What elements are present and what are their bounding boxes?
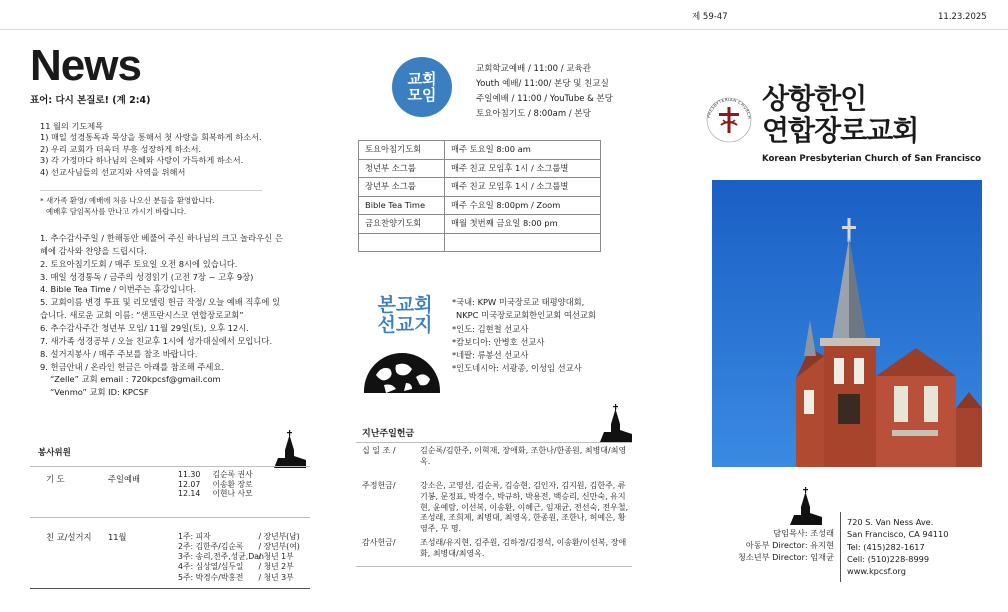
notice-line: 2. 토요아침기도회 / 매주 토요일 오전 8시에 있습니다. <box>40 258 238 269</box>
list-item: 11.30 김순록 권사 <box>178 470 253 479</box>
table-row: Bible Tea Time 매주 수요일 8:00pm / Zoom <box>359 196 601 215</box>
church-steeple-icon <box>274 430 306 468</box>
notice-line: 9. 헌금안내 / 온라인 헌금은 아래를 참조해 주세요. <box>40 361 225 372</box>
pcusa-seal-logo <box>704 95 754 145</box>
issue-number: 제 59-47 <box>692 12 728 22</box>
meetings-table <box>358 140 601 252</box>
notice-line: 3. 매일 성경통독 / 금주의 성경읽기 (고전 7장 ~ 고후 9장) <box>40 271 254 282</box>
table-row: 청년부 소그룹 매주 친교 모임후 1시 / 소그룹별 <box>359 159 601 178</box>
mission-item: *인도: 김현철 선교사 <box>452 323 529 334</box>
mission-item: *네팔: 류봉선 선교사 <box>452 350 529 361</box>
notice-line: 5. 교회이름 변경 투표 및 리모델링 헌금 작정/ 오늘 예배 직후에 있 <box>40 297 281 308</box>
service-item: 토요아침기도 / 8:00am / 본당 <box>476 108 591 119</box>
fellowship-duty-list <box>178 532 300 583</box>
list-item: 3주: 송리,전주,성균,Dan / 청년 1부 <box>178 552 294 562</box>
prayer-duty-service: 주일예배 <box>108 474 141 484</box>
divider <box>40 190 262 191</box>
list-item: 12.07 이송환 장로 <box>178 479 253 489</box>
notice-line: 1. 추수감사주일 / 한해동안 베풀어 주신 하나님의 크고 놀라우신 은 <box>40 233 283 243</box>
church-name-english: Korean Presbyterian Church of San Francisco <box>762 154 981 164</box>
address-line: San Francisco, CA 94110 <box>847 529 949 540</box>
staff-item: 담임목사: 조성래 <box>773 528 834 538</box>
offering-title: 지난주일헌금 <box>362 429 415 439</box>
staff-item: 청소년부 Director: 임재균 <box>737 551 834 562</box>
list-item: 2주: 김한주/김순록 / 장년부(여) <box>178 542 300 552</box>
church-building-photo <box>712 180 982 467</box>
list-item: 4주: 심상열/심두일 / 청년 2부 <box>178 562 294 572</box>
worship-services <box>476 62 613 122</box>
globe-icon <box>362 345 442 393</box>
offering-names: 강소은, 고영선, 김순록, 김승현, 김인자, 김지원, 김한주, 류기봉, 문정표, 박경수, 박규하, 박용전, 백승리, 신만숙, 유지현, 윤예람, 이선복, 이송환, 이혜근, 임재균, 전선숙, 전우철, 조성래, 조희제, 최병대, 최영옥, 한종원, 조한나, 허예은, 황영주, 무 명. <box>420 481 629 534</box>
service-heading: 봉사위원 <box>38 448 71 458</box>
fellowship-duty-month: 11월 <box>108 532 127 542</box>
offering-label: 십 일 조 / <box>362 446 396 455</box>
mission-item: NKPC 미국장로교회한인교회 여선교회 <box>456 310 596 321</box>
service-item: Youth 예배/ 11:00/ 본당 및 친교실 <box>476 78 609 89</box>
service-item: 교회학교예배 / 11:00 / 교육관 <box>476 64 591 74</box>
notice-line: 6. 추수감사주간 청년부 모임/ 11월 29일(토), 오후 12시. <box>40 323 249 334</box>
notice-line: 7. 새가족 성경공부 / 오늘 친교후 1시에 성가대실에서 모입니다. <box>40 335 273 346</box>
divider <box>356 566 632 567</box>
prayer-item: 1) 매일 성경통독과 묵상을 통해서 첫 사랑을 회복하게 하소서. <box>40 132 262 143</box>
svg-text:PRESBYTERIAN CHURCH (U.S.A.): PRESBYTERIAN CHURCH <box>706 96 753 120</box>
missions-list <box>452 296 596 376</box>
top-rule <box>0 8 1008 30</box>
phone: Tel: (415)282-1617 <box>847 541 925 552</box>
new-family-line: 예배후 담임목사를 만나고 가시기 바랍니다. <box>46 206 187 216</box>
prayer-item: 4) 선교사님들의 선교지와 사역을 위해서 <box>40 166 186 177</box>
divider <box>30 466 310 467</box>
news-title: News <box>30 41 141 90</box>
offering-row <box>362 538 632 566</box>
mission-item: *캄보디아: 안병호 선교사 <box>452 336 545 347</box>
prayer-duty-label: 기 도 <box>46 474 65 484</box>
offering-names: 조성래/유지현, 김주원, 김하경/김경석, 이송환/이선복, 장애화, 최병대/최영옥. <box>420 538 627 558</box>
staff-list <box>720 528 834 564</box>
divider <box>30 517 310 518</box>
notice-line: 습니다. 새로운 교회 이름: “샌프란시스코 연합장로교회” <box>40 310 244 321</box>
church-address <box>847 516 948 577</box>
staff-item: 아동부 Director: 유지현 <box>745 539 834 550</box>
offering-names: 김순록/김한주, 이혁재, 장애화, 조한나/한종원, 최병대/최영옥. <box>420 446 627 466</box>
offering-label: 감사헌금/ <box>362 538 396 547</box>
table-row: 장년부 소그룹 매주 친교 모임후 1시 / 소그룹별 <box>359 178 601 197</box>
list-item: 12.14 이현나 사모 <box>178 489 253 499</box>
venmo-info: “Venmo” 교회 ID: KPCSF <box>50 387 149 398</box>
fellowship-duty-label: 친 교/설거지 <box>46 532 92 542</box>
prayer-topics <box>40 121 290 178</box>
offering-row <box>362 481 632 537</box>
zelle-info: “Zelle” 교회 email : 720kpcsf@gmail.com <box>50 374 221 385</box>
mission-item: *인도네시아: 서광종, 이성임 선교사 <box>452 363 582 374</box>
divider <box>30 588 310 589</box>
notice-line: 8. 설거지봉사 / 매주 주보를 참조 바랍니다. <box>40 348 198 359</box>
worship-badge: 교회 모임 <box>392 57 452 117</box>
prayer-duty-list <box>178 470 253 499</box>
church-name-korean: 상항한인 연합장로교회 <box>762 82 919 148</box>
notice-line: 혜에 감사와 찬양을 드립시다. <box>40 245 147 256</box>
table-row: 토요아침기도회 매주 토요일 8:00 am <box>359 141 601 160</box>
prayer-item: 2) 우리 교회가 더욱더 부흥 성장하게 하소서. <box>40 143 202 154</box>
notice-line: 4. Bible Tea Time / 이번주는 휴강입니다. <box>40 284 197 295</box>
issue-date: 11.23.2025 <box>938 12 987 22</box>
offering-row <box>362 446 632 480</box>
list-item: 5주: 박경수/박홍전 / 청년 3부 <box>178 572 294 582</box>
divider <box>356 442 632 443</box>
mission-item: *국내: KPW 미국장로교 태평양대회, <box>452 297 585 307</box>
missions-title: 본교회 선교지 <box>377 294 433 336</box>
offering-label: 주정헌금/ <box>362 481 396 490</box>
prayer-item: 3) 각 가정마다 하나님의 은혜와 사랑이 가득하게 하소서. <box>40 155 244 166</box>
cell-phone: Cell: (510)228-8999 <box>847 553 930 564</box>
motto: 표어: 다시 본질로! (계 2:4) <box>30 95 151 106</box>
new-family-welcome <box>40 196 290 217</box>
announcements <box>40 232 310 399</box>
divider <box>840 512 841 582</box>
service-item: 주일예배 / 11:00 / YouTube & 본당 <box>476 93 613 104</box>
address-line: 720 S. Van Ness Ave. <box>847 517 934 527</box>
table-row: 금요찬양기도회 매월 첫번째 금요일 8:00 pm <box>359 215 601 234</box>
list-item: 1주: 피자 / 장년부(남) <box>178 532 300 541</box>
church-steeple-icon <box>600 404 632 442</box>
website-link[interactable]: www.kpcsf.org <box>847 566 906 577</box>
new-family-line: * 새가족 환영/ 예배에 처음 나오신 분들을 환영합니다. <box>40 196 215 205</box>
church-steeple-icon <box>790 487 822 525</box>
prayer-title: 11 월의 기도제목 <box>40 121 104 131</box>
table-row <box>359 233 601 252</box>
